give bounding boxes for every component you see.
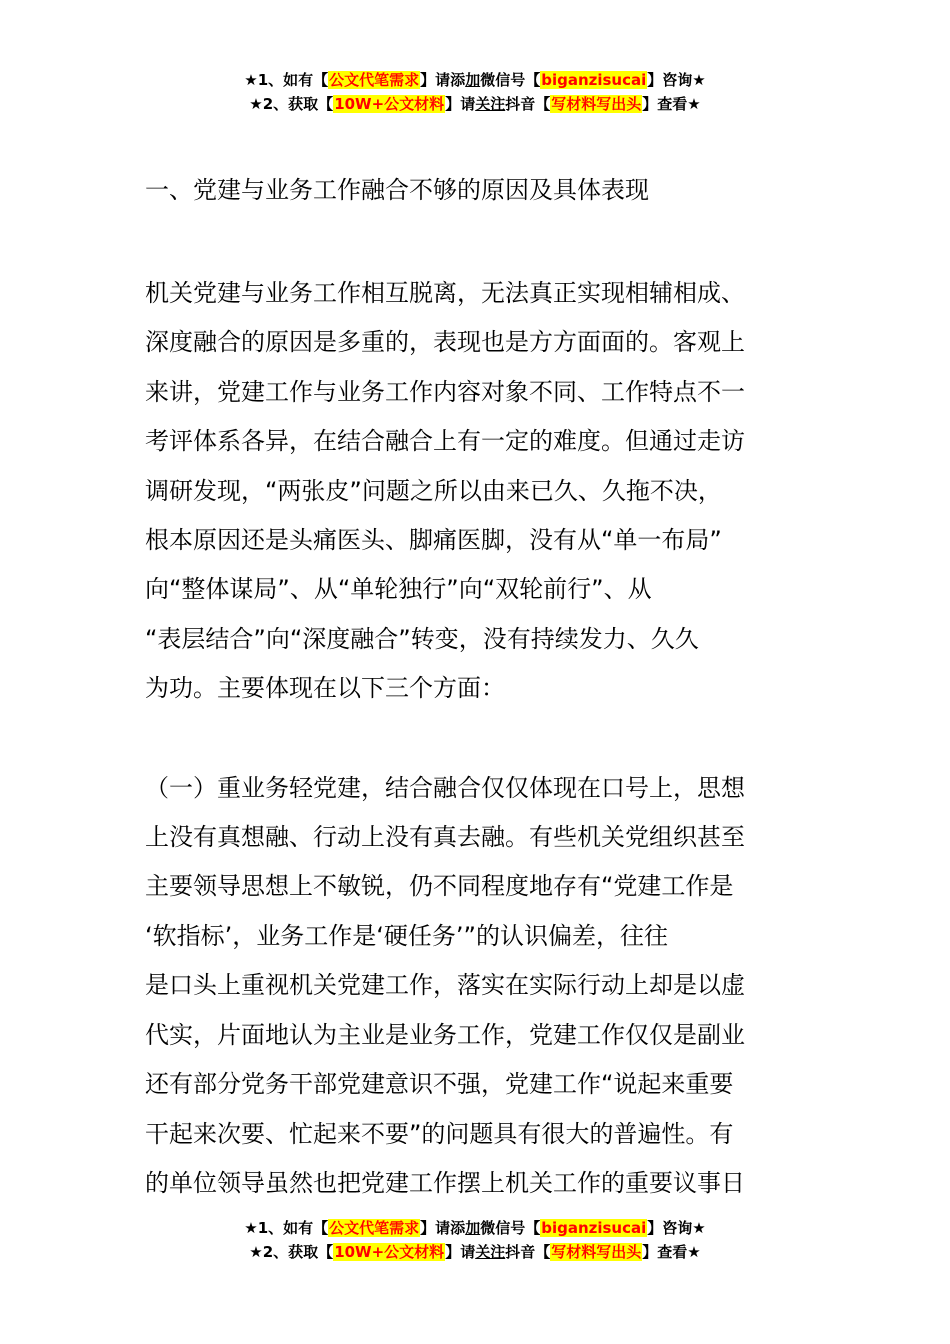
promo-line-1 (0, 1216, 950, 1240)
douyin-id-highlight: 写材料写出头 (551, 95, 642, 113)
promo-text: 抖音【 (505, 95, 551, 113)
promo-text: 关注 (475, 1243, 506, 1261)
text-line: 是口头上重视机关党建工作，落实在实际行动上却是以虚 (145, 971, 745, 1000)
promo-highlight: 10W+公文材料 (334, 95, 445, 113)
promo-text: 加 (465, 1219, 481, 1237)
text-line: 上没有真想融、行动上没有真去融。有些机关党组织甚至 (145, 823, 745, 852)
promo-text: 微信号【 (480, 1219, 541, 1237)
promo-text: 】查看★ (642, 1243, 701, 1261)
douyin-id-highlight: 写材料写出头 (551, 1243, 642, 1261)
text-line: 为功。主要体现在以下三个方面： (145, 674, 505, 703)
text-line: ‘软指标’，业务工作是‘硬任务’”的认识偏差，往往 (145, 921, 668, 950)
promo-text: 】请添 (420, 1219, 466, 1237)
promo-text: 】请添 (420, 71, 466, 89)
promo-highlight: 公文代笔需求 (329, 1219, 420, 1237)
text-line: 来讲，党建工作与业务工作内容对象不同、工作特点不一 (145, 377, 745, 406)
promo-text: ★2、获取【 (249, 1243, 334, 1261)
promo-highlight: 10W+公文材料 (334, 1243, 445, 1261)
section-heading: 一、党建与业务工作融合不够的原因及具体表现 (145, 176, 649, 204)
promo-text: 关注 (475, 95, 506, 113)
document-body (145, 165, 805, 1208)
promo-line-2 (0, 92, 950, 116)
text-line: 考评体系各异，在结合融合上有一定的难度。但通过走访 (145, 427, 745, 456)
text-line: 深度融合的原因是多重的，表现也是方方面面的。客观上 (145, 328, 745, 357)
promo-line-1 (0, 68, 950, 92)
promo-text: 加 (465, 71, 481, 89)
promo-text: ★1、如有【 (244, 71, 329, 89)
text-line: 干起来次要、忙起来不要”的问题具有很大的普遍性。有 (145, 1119, 734, 1148)
promo-text: ★1、如有【 (244, 1219, 329, 1237)
promo-text: 】请 (445, 1243, 476, 1261)
wechat-id-highlight: biganzisucai (541, 71, 647, 89)
text-line: 还有部分党务干部党建意识不强，党建工作“说起来重要 (145, 1070, 734, 1099)
promo-line-2 (0, 1240, 950, 1264)
text-line: 的单位领导虽然也把党建工作摆上机关工作的重要议事日 (145, 1168, 745, 1197)
footer-promo-banner (0, 1216, 950, 1264)
promo-text: 】请 (445, 95, 476, 113)
paragraph-causes (145, 269, 805, 714)
text-line: 机关党建与业务工作相互脱离，无法真正实现相辅相成、 (145, 279, 745, 307)
promo-text: ★2、获取【 (249, 95, 334, 113)
text-line: “表层结合”向“深度融合”转变，没有持续发力、久久 (145, 624, 699, 653)
promo-text: 】咨询★ (647, 71, 706, 89)
text-line: 根本原因还是头痛医头、脚痛医脚，没有从“单一布局” (145, 526, 722, 555)
header-promo-banner (0, 68, 950, 116)
text-line: 向“整体谋局”、从“单轮独行”向“双轮前行”、从 (145, 575, 652, 604)
text-line: 调研发现，“两张皮”问题之所以由来已久、久拖不决， (145, 476, 722, 505)
paragraph-point-one (145, 764, 805, 1209)
promo-highlight: 公文代笔需求 (329, 71, 420, 89)
promo-text: 抖音【 (505, 1243, 551, 1261)
promo-text: 微信号【 (480, 71, 541, 89)
promo-text: 】查看★ (642, 95, 701, 113)
text-line: 主要领导思想上不敏锐，仍不同程度地存有“党建工作是 (145, 872, 734, 901)
wechat-id-highlight: biganzisucai (541, 1219, 647, 1237)
text-line: （一）重业务轻党建，结合融合仅仅体现在口号上，思想 (145, 773, 745, 802)
text-line: 代实，片面地认为主业是业务工作，党建工作仅仅是副业 (145, 1020, 745, 1049)
promo-text: 】咨询★ (647, 1219, 706, 1237)
